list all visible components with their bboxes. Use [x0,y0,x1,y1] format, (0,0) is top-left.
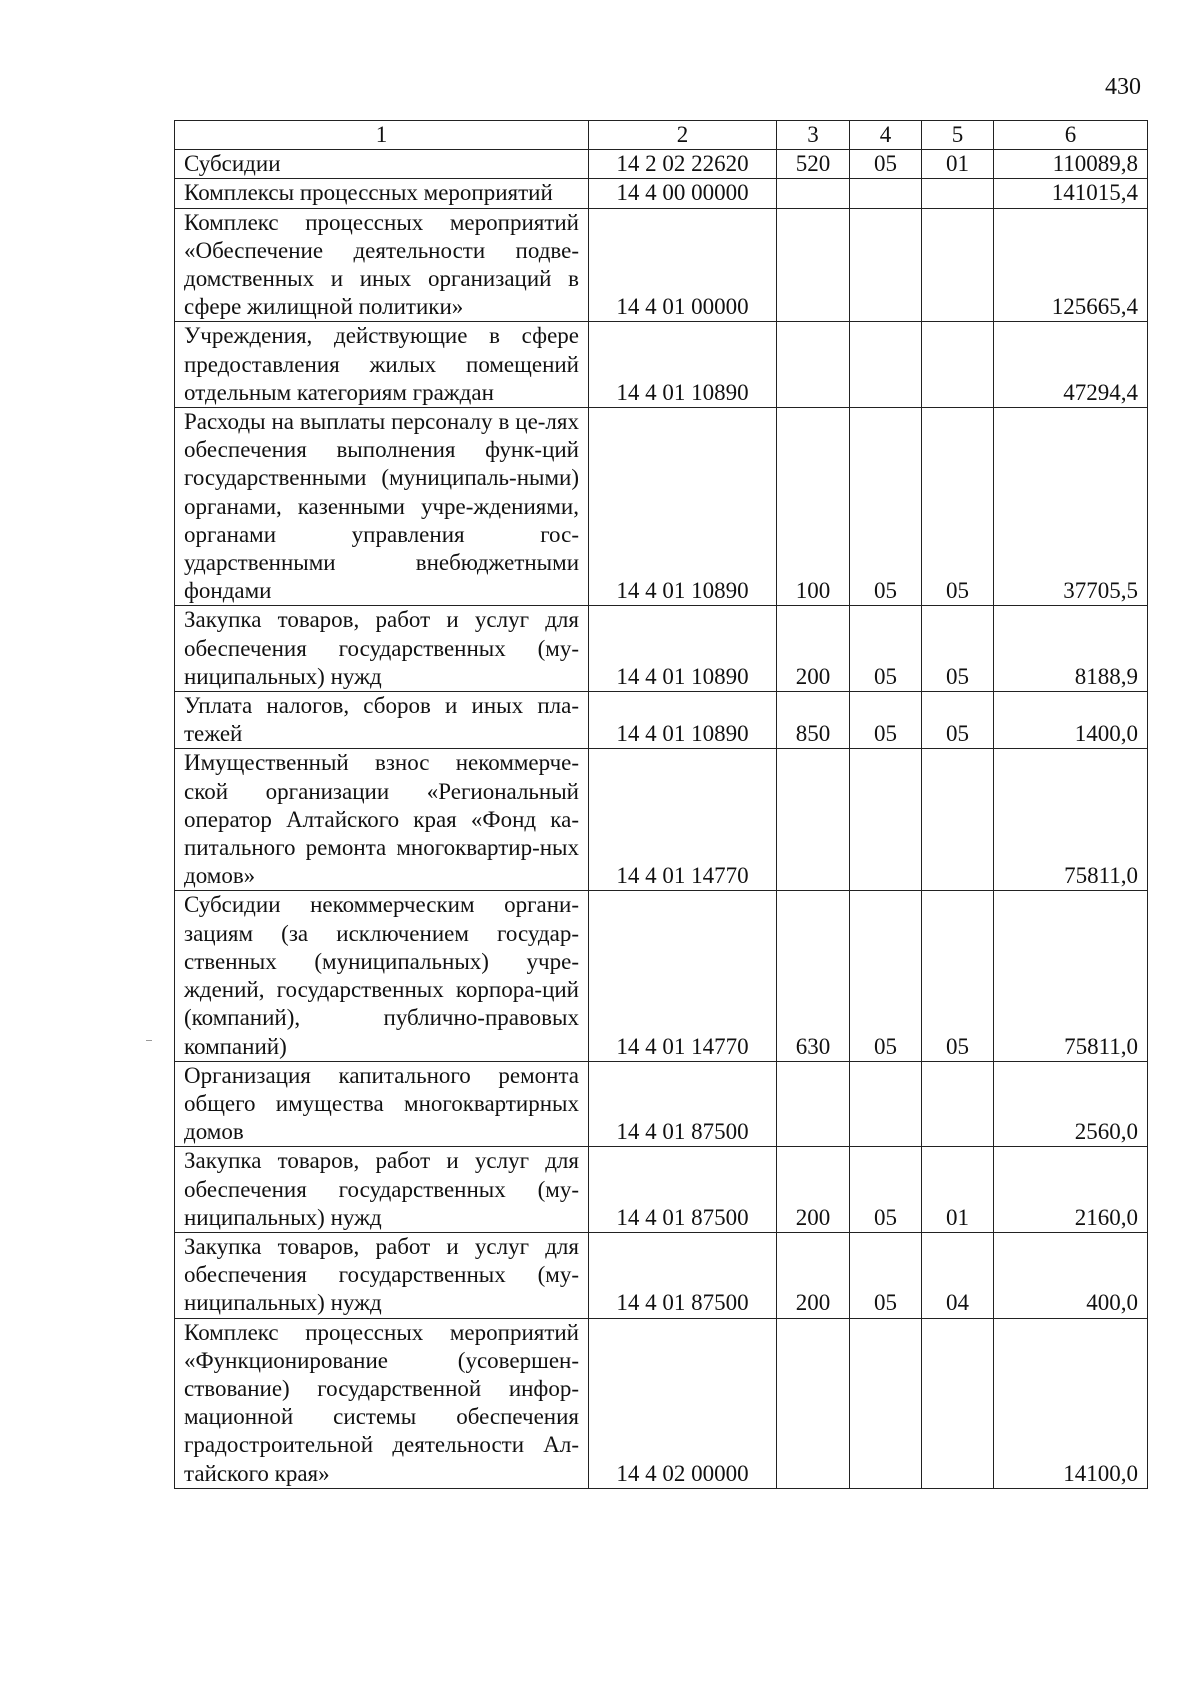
row-name-cell: Закупка товаров, работ и услуг для обеспечения государственных (му-ниципальных) нужд [175,1232,589,1318]
row-code-cell: 14 4 01 10890 [589,322,777,408]
row-rz-cell [850,208,922,322]
table-row [175,1061,1148,1147]
row-sum-cell: 110089,8 [994,150,1148,179]
row-name-cell: Расходы на выплаты персоналу в це-лях обеспечения выполнения функ-ций государственными (муниципаль-ными) органами, казенными учре-ждениями, органами управления гос-ударственными внебюджетными фондами [175,408,589,606]
row-name-cell: Комплекс процессных мероприятий «Обеспечение деятельности подве-домственных и иных организаций в сфере жилищной политики» [175,208,589,322]
row-sum-cell: 75811,0 [994,891,1148,1061]
header-cell-2: 2 [589,121,777,150]
row-pr-cell: 01 [922,150,994,179]
row-sum-cell: 14100,0 [994,1318,1148,1488]
row-sum-cell: 141015,4 [994,179,1148,208]
row-vr-cell [777,749,850,891]
budget-table [174,120,1148,1489]
table-row [175,179,1148,208]
row-sum-cell: 1400,0 [994,692,1148,749]
row-rz-cell: 05 [850,692,922,749]
row-vr-cell: 630 [777,891,850,1061]
row-pr-cell: 05 [922,606,994,692]
row-sum-cell: 2160,0 [994,1147,1148,1233]
row-code-cell: 14 4 00 00000 [589,179,777,208]
row-vr-cell [777,1318,850,1488]
row-sum-cell: 37705,5 [994,408,1148,606]
row-rz-cell: 05 [850,150,922,179]
row-rz-cell: 05 [850,408,922,606]
row-pr-cell: 05 [922,408,994,606]
table-row [175,749,1148,891]
table-row [175,891,1148,1061]
row-pr-cell [922,179,994,208]
row-rz-cell: 05 [850,606,922,692]
row-name-cell: Комплексы процессных мероприятий [175,179,589,208]
row-name-cell: Учреждения, действующие в сфере предоставления жилых помещений отдельным категориям граждан [175,322,589,408]
row-sum-cell: 8188,9 [994,606,1148,692]
row-vr-cell: 200 [777,1147,850,1233]
row-vr-cell: 520 [777,150,850,179]
row-name-cell: Закупка товаров, работ и услуг для обеспечения государственных (му-ниципальных) нужд [175,1147,589,1233]
table-row [175,408,1148,606]
header-cell-5: 5 [922,121,994,150]
row-sum-cell: 47294,4 [994,322,1148,408]
row-vr-cell [777,208,850,322]
row-name-cell: Организация капитального ремонта общего имущества многоквартирных домов [175,1061,589,1147]
row-rz-cell: 05 [850,891,922,1061]
row-pr-cell [922,322,994,408]
row-rz-cell [850,322,922,408]
row-pr-cell [922,749,994,891]
row-rz-cell: 05 [850,1232,922,1318]
header-cell-6: 6 [994,121,1148,150]
row-rz-cell [850,1061,922,1147]
table-body [175,121,1148,1489]
margin-mark [146,1040,152,1041]
table-row [175,322,1148,408]
row-pr-cell [922,1061,994,1147]
row-name-cell: Имущественный взнос некоммерче-ской организации «Региональный оператор Алтайского края «Фонд ка-питального ремонта многоквартир-ных домов» [175,749,589,891]
row-name-cell: Уплата налогов, сборов и иных пла-тежей [175,692,589,749]
row-vr-cell: 100 [777,408,850,606]
row-pr-cell: 05 [922,692,994,749]
table-row [175,606,1148,692]
row-code-cell: 14 4 01 14770 [589,891,777,1061]
row-rz-cell [850,179,922,208]
table-row [175,208,1148,322]
row-sum-cell: 400,0 [994,1232,1148,1318]
row-name-cell: Закупка товаров, работ и услуг для обеспечения государственных (му-ниципальных) нужд [175,606,589,692]
row-code-cell: 14 4 01 10890 [589,606,777,692]
row-vr-cell [777,322,850,408]
row-code-cell: 14 4 01 10890 [589,692,777,749]
row-vr-cell: 200 [777,606,850,692]
row-name-cell: Комплекс процессных мероприятий «Функционирование (усовершен-ствование) государственной инфор-мационной системы обеспечения градостроительной деятельности Ал-тайского края» [175,1318,589,1488]
row-code-cell: 14 2 02 22620 [589,150,777,179]
row-vr-cell: 200 [777,1232,850,1318]
table-row [175,1147,1148,1233]
page-number: 430 [1105,74,1141,100]
row-name-cell: Субсидии некоммерческим органи-зациям (за исключением государ-ственных (муниципальных) учре-ждений, государственных корпора-ций (компаний), публично-правовых компаний) [175,891,589,1061]
row-pr-cell: 05 [922,891,994,1061]
header-cell-4: 4 [850,121,922,150]
table-row [175,1318,1148,1488]
row-code-cell: 14 4 01 00000 [589,208,777,322]
row-pr-cell: 01 [922,1147,994,1233]
header-cell-1: 1 [175,121,589,150]
row-code-cell: 14 4 01 87500 [589,1232,777,1318]
row-sum-cell: 125665,4 [994,208,1148,322]
table-row [175,1232,1148,1318]
row-pr-cell: 04 [922,1232,994,1318]
row-sum-cell: 2560,0 [994,1061,1148,1147]
header-row [175,121,1148,150]
row-vr-cell [777,1061,850,1147]
row-code-cell: 14 4 02 00000 [589,1318,777,1488]
row-pr-cell [922,208,994,322]
table-row [175,150,1148,179]
row-code-cell: 14 4 01 87500 [589,1147,777,1233]
row-rz-cell [850,1318,922,1488]
row-rz-cell [850,749,922,891]
row-vr-cell: 850 [777,692,850,749]
header-cell-3: 3 [777,121,850,150]
row-code-cell: 14 4 01 87500 [589,1061,777,1147]
table-row [175,692,1148,749]
row-rz-cell: 05 [850,1147,922,1233]
row-code-cell: 14 4 01 14770 [589,749,777,891]
row-vr-cell [777,179,850,208]
row-sum-cell: 75811,0 [994,749,1148,891]
row-pr-cell [922,1318,994,1488]
row-code-cell: 14 4 01 10890 [589,408,777,606]
row-name-cell: Субсидии [175,150,589,179]
